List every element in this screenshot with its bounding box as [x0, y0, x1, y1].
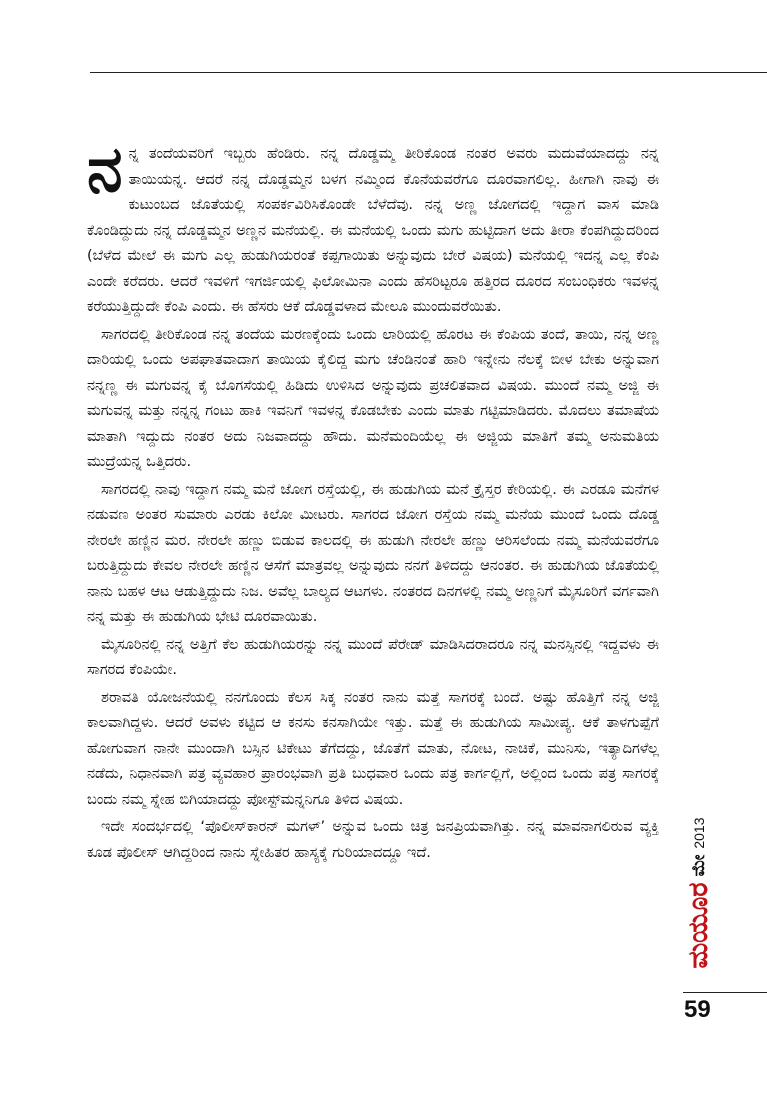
paragraph-1	[87, 132, 659, 321]
paragraph-4: ಮೈಸೂರಿನಲ್ಲಿ ನನ್ನ ಅತ್ತಿಗೆ ಕೆಲ ಹುಡುಗಿಯರನ್ನು ನನ್ನ ಮುಂದೆ ಪೆರೇಡ್ ಮಾಡಿಸಿದರಾದರೂ ನನ್ನ ಮನಸ್ಸಿನಲ್ಲಿ ಇದ್ದವಳು ಈ ಸಾಗರದ ಕೆಂಪಿಯೇ.	[87, 636, 659, 678]
paragraph-3: ಸಾಗರದಲ್ಲಿ ನಾವು ಇದ್ದಾಗ ನಮ್ಮ ಮನೆ ಜೋಗ ರಸ್ತೆಯಲ್ಲಿ, ಈ ಹುಡುಗಿಯ ಮನೆ ಕ್ರೈಸ್ತರ ಕೇರಿಯಲ್ಲಿ. ಈ ಎರಡೂ ಮನೆಗಳ ನಡುವಣ ಅಂತರ ಸುಮಾರು ಎರಡು ಕಿಲೋ ಮೀಟರು. ಸಾಗರದ ಜೋಗ ರಸ್ತೆಯ ನಮ್ಮ ಮನೆಯ ಮುಂದೆ ಒಂದು ದೊಡ್ಡ ನೇರಲೇ ಹಣ್ಣಿನ ಮರ. ನೇರಲೇ ಹಣ್ಣು ಬಿಡುವ ಕಾಲದಲ್ಲಿ ಈ ಹುಡುಗಿ ನೇರಲೇ ಹಣ್ಣು ಆರಿಸಲೆಂದು ನಮ್ಮ ಮನೆಯವರೆಗೂ ಬರುತ್ತಿದ್ದುದು ಕೇವಲ ನೇರಲೇ ಹಣ್ಣಿನ ಆಸೆಗೆ ಮಾತ್ರವಲ್ಲ ಅನ್ನುವುದು ನನಗೆ ತಿಳಿದದ್ದು ಆನಂತರ. ಈ ಹುಡುಗಿಯ ಜೊತೆಯಲ್ಲಿ ನಾನು ಬಹಳ ಆಟ ಆಡುತ್ತಿದ್ದುದು ನಿಜ. ಅವೆಲ್ಲ ಬಾಲ್ಯದ ಆಟಗಳು. ನಂತರದ ದಿನಗಳಲ್ಲಿ ನಮ್ಮ ಅಣ್ಣನಿಗೆ ಮೈಸೂರಿಗೆ ವರ್ಗವಾಗಿ ನನ್ನ ಮತ್ತು ಈ ಹುಡುಗಿಯ ಭೇಟಿ ದೂರವಾಯಿತು.	[87, 481, 659, 625]
drop-cap: ನ	[87, 132, 123, 207]
issue-year: 2013	[691, 817, 707, 849]
paragraph-2: ಸಾಗರದಲ್ಲಿ ತೀರಿಕೊಂಡ ನನ್ನ ತಂದೆಯ ಮರಣಕ್ಕೆಂದು ಒಂದು ಲಾರಿಯಲ್ಲಿ ಹೊರಟ ಈ ಕೆಂಪಿಯ ತಂದೆ, ತಾಯಿ, ನನ್ನ ಅಣ್ಣ ದಾರಿಯಲ್ಲಿ ಒಂದು ಅಪಘಾತವಾದಾಗ ತಾಯಿಯ ಕೈಲಿದ್ದ ಮಗು ಚೆಂಡಿನಂತೆ ಹಾರಿ ಇನ್ನೇನು ನೆಲಕ್ಕೆ ಬೀಳ ಬೇಕು ಅನ್ನುವಾಗ ನನ್ನಣ್ಣ ಈ ಮಗುವನ್ನ ಕೈ ಬೊಗಸೆಯಲ್ಲಿ ಹಿಡಿದು ಉಳಿಸಿದ ಅನ್ನುವುದು ಪ್ರಚಲಿತವಾದ ವಿಷಯ. ಮುಂದೆ ನಮ್ಮ ಅಜ್ಜಿ ಈ ಮಗುವನ್ನ ಮತ್ತು ನನ್ನನ್ನ ಗಂಟು ಹಾಕಿ ಇವನಿಗೆ ಇವಳನ್ನ ಕೊಡಬೇಕು ಎಂದು ಮಾತು ಗಟ್ಟಿಮಾಡಿದರು. ಮೊದಲು ತಮಾಷೆಯ ಮಾತಾಗಿ ಇದ್ದುದು ನಂತರ ಅದು ನಿಜವಾದದ್ದು ಹೌದು. ಮನೆಮಂದಿಯೆಲ್ಲ ಈ ಅಜ್ಜಿಯ ಮಾತಿಗೆ ತಮ್ಮ ಅನುಮತಿಯ ಮುದ್ರೆಯನ್ನ ಒತ್ತಿದರು.	[87, 326, 659, 470]
paragraph-1-text: ನ್ನ ತಂದೆಯವರಿಗೆ ಇಬ್ಬರು ಹೆಂಡಿರು. ನನ್ನ ದೊಡ್ಡಮ್ಮ ತೀರಿಕೊಂಡ ನಂತರ ಅವರು ಮದುವೆಯಾದದ್ದು ನನ್ನ ತಾಯಿಯನ್ನ. ಆದರೆ ನನ್ನ ದೊಡ್ಡಮ್ಮನ ಬಳಗ ನಮ್ಮಿಂದ ಕೊನೆಯವರೆಗೂ ದೂರವಾಗಲಿಲ್ಲ. ಹೀಗಾಗಿ ನಾವು ಈ ಕುಟುಂಬದ ಜೊತೆಯಲ್ಲಿ ಸಂಪರ್ಕವಿರಿಸಿಕೊಂಡೇ ಬೆಳೆದೆವು. ನನ್ನ ಅಣ್ಣ ಜೋಗದಲ್ಲಿ ಇದ್ದಾಗ ವಾಸ ಮಾಡಿ ಕೊಂಡಿದ್ದುದು ನನ್ನ ದೊಡ್ಡಮ್ಮನ ಅಣ್ಣನ ಮನೆಯಲ್ಲಿ. ಈ ಮನೆಯಲ್ಲಿ ಒಂದು ಮಗು ಹುಟ್ಟಿದಾಗ ಅದು ತೀರಾ ಕೆಂಪಗಿದ್ದುದರಿಂದ (ಬೆಳೆದ ಮೇಲೆ ಈ ಮಗು ಎಲ್ಲ ಹುಡುಗಿಯರಂತೆ ಕಪ್ಪಗಾಯಿತು ಅನ್ನುವುದು ಬೇರೆ ವಿಷಯ) ಮನೆಯಲ್ಲಿ ಇದನ್ನ ಎಲ್ಲ ಕೆಂಪಿ ಎಂದೇ ಕರೆದರು. ಆದರೆ ಇವಳಿಗೆ ಇಗರ್ಜಿಯಲ್ಲಿ ಫಿಲೋಮಿನಾ ಎಂದು ಹೆಸರಿಟ್ಟರೂ ಹತ್ತಿರದ ದೂರದ ಸಂಬಂಧಿಕರು ಇವಳನ್ನ ಕರೆಯುತ್ತಿದ್ದುದೇ ಕೆಂಪಿ ಎಂದು. ಈ ಹೆಸರು ಆಕೆ ದೊಡ್ಡವಳಾದ ಮೇಲೂ ಮುಂದುವರೆಯಿತು.	[87, 146, 659, 315]
paragraph-5: ಶರಾವತಿ ಯೋಜನೆಯಲ್ಲಿ ನನಗೊಂದು ಕೆಲಸ ಸಿಕ್ಕ ನಂತರ ನಾನು ಮತ್ತೆ ಸಾಗರಕ್ಕೆ ಬಂದೆ. ಅಷ್ಟು ಹೊತ್ತಿಗೆ ನನ್ನ ಅಜ್ಜಿ ಕಾಲವಾಗಿದ್ದಳು. ಆದರೆ ಅವಳು ಕಟ್ಟಿದ ಆ ಕನಸು ಕನಸಾಗಿಯೇ ಇತ್ತು. ಮತ್ತೆ ಈ ಹುಡುಗಿಯ ಸಾಮೀಪ್ಯ. ಆಕೆ ತಾಳಗುಪ್ಪೆಗೆ ಹೋಗುವಾಗ ನಾನೇ ಮುಂದಾಗಿ ಬಸ್ಸಿನ ಟಿಕೇಟು ತೆಗೆದದ್ದು, ಜೊತೆಗೆ ಮಾತು, ನೋಟ, ನಾಚಿಕೆ, ಮುನಿಸು, ಇತ್ಯಾದಿಗಳೆಲ್ಲ ನಡೆದು, ನಿಧಾನವಾಗಿ ಪತ್ರ ವ್ಯವಹಾರ ಪ್ರಾರಂಭವಾಗಿ ಪ್ರತಿ ಬುಧವಾರ ಒಂದು ಪತ್ರ ಕಾರ್ಗಲ್ಲಿಗೆ, ಅಲ್ಲಿಂದ ಒಂದು ಪತ್ರ ಸಾಗರಕ್ಕೆ ಬಂದು ನಮ್ಮ ಸ್ನೇಹ ಬಿಗಿಯಾದದ್ದು ಪೋಸ್ಟ್‌ಮನ್ನನಿಗೂ ತಿಳಿದ ವಿಷಯ.	[87, 689, 659, 808]
footer-rule	[683, 992, 767, 993]
top-rule	[90, 72, 767, 73]
magazine-name: ಮಯೂರ	[683, 882, 714, 969]
page-number: 59	[684, 996, 711, 1023]
article-body	[87, 132, 659, 868]
magazine-side-label	[682, 808, 716, 978]
issue-month: ಮೇ	[689, 854, 709, 877]
paragraph-6: ಇದೇ ಸಂದರ್ಭದಲ್ಲಿ ‘ಪೊಲೀಸ್‌ಕಾರನ್ ಮಗಳ್’ ಅನ್ನುವ ಒಂದು ಚಿತ್ರ ಜನಪ್ರಿಯವಾಗಿತ್ತು. ನನ್ನ ಮಾವನಾಗಲಿರುವ ವ್ಯಕ್ತಿ ಕೂಡ ಪೊಲೀಸ್ ಆಗಿದ್ದರಿಂದ ನಾನು ಸ್ನೇಹಿತರ ಹಾಸ್ಯಕ್ಕೆ ಗುರಿಯಾದದ್ದೂ ಇದೆ.	[87, 819, 659, 861]
